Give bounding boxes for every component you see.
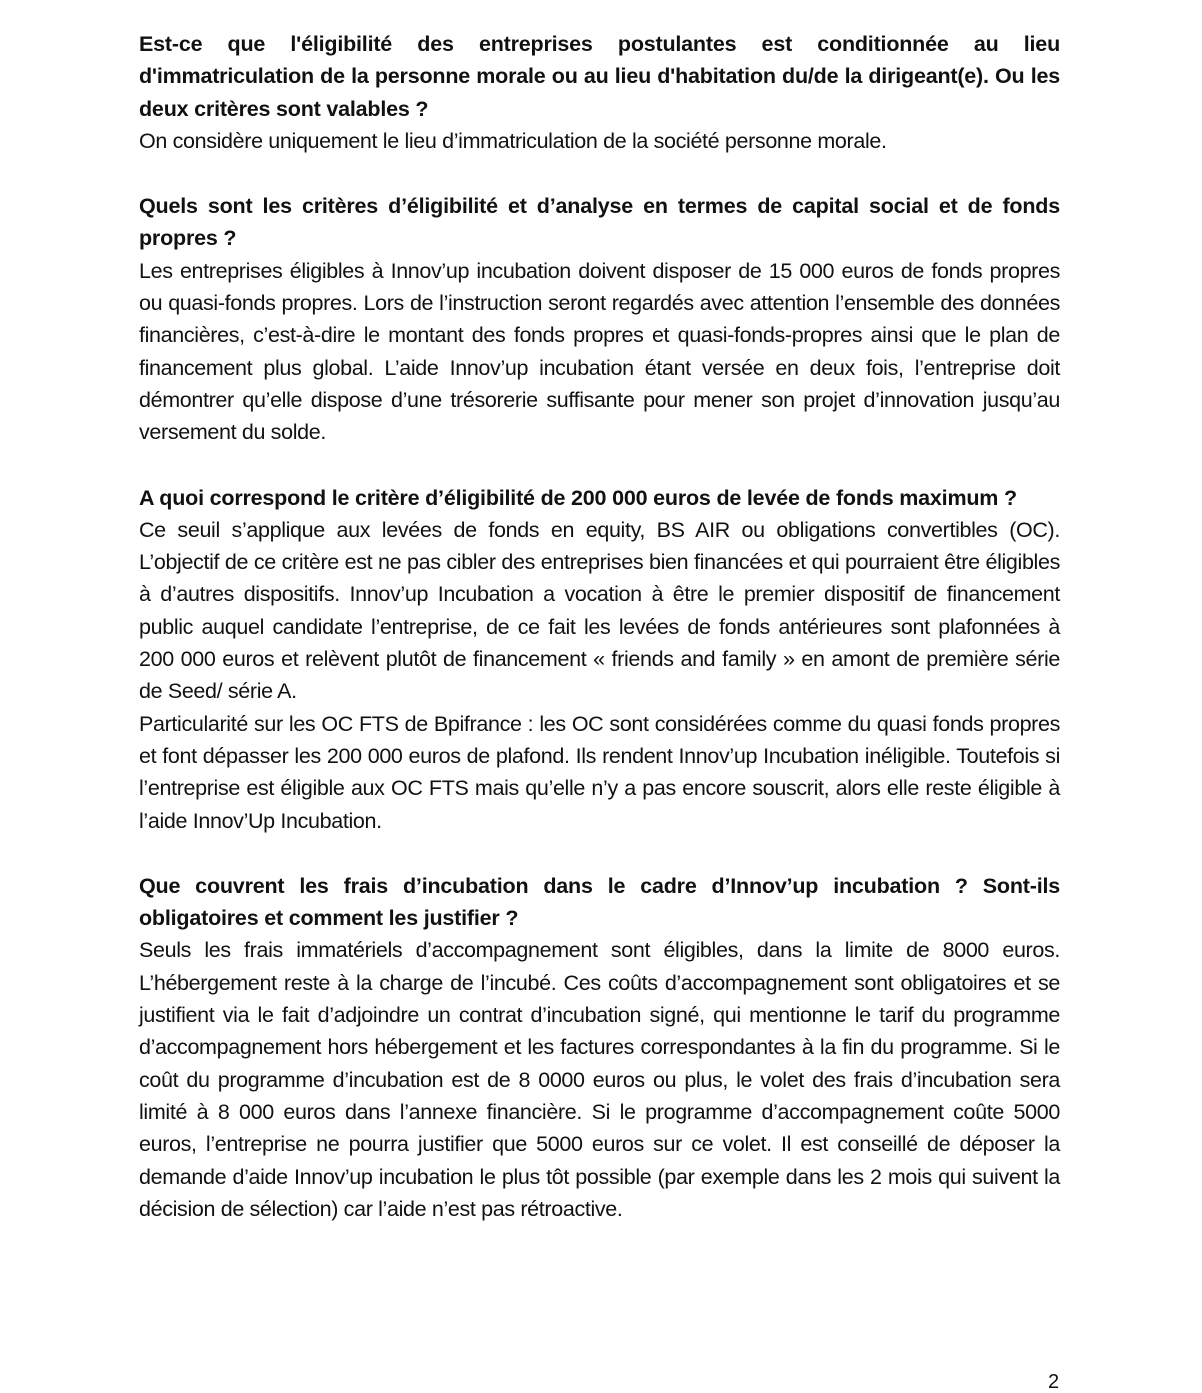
document-page [139, 28, 1060, 1258]
page-number: 2 [1048, 1371, 1060, 1393]
faq-answer-paragraph: On considère uniquement le lieu d’immatriculation de la société personne morale. [139, 128, 887, 153]
faq-answer-paragraph: Seuls les frais immatériels d’accompagnement sont éligibles, dans la limite de 8000 euros. L’hébergement reste à la charge de l’incubé. Ces coûts d’accompagnement sont obligatoires et se justifient via le fait d’adjoindre un contrat d’incubation signé, qui mentionne le tarif du programme d’accompagnement hors hébergement et les factures correspondantes à la fin du programme. Si le coût du programme d’incubation est de 8 0000 euros ou plus, le volet des frais d’incubation sera limité à 8 000 euros dans l’annexe financière. Si le programme d’accompagnement coûte 5000 euros, l’entreprise ne pourra justifier que 5000 euros sur ce volet. Il est conseillé de déposer la demande d’aide Innov’up incubation le plus tôt possible (par exemple dans les 2 mois qui suivent la décision de sélection) car l’aide n’est pas rétroactive. [139, 938, 1060, 1221]
faq-item-registration-location [139, 28, 1060, 157]
faq-answer-paragraph: Les entreprises éligibles à Innov’up incubation doivent disposer de 15 000 euros de fonds propres ou quasi-fonds propres. Lors de l’instruction seront regardés avec attention l’ensemble des données financières, c’est-à-dire le montant des fonds propres et quasi-fonds-propres ainsi que le plan de financement plus global. L’aide Innov’up incubation étant versée en deux fois, l’entreprise doit démontrer qu’elle dispose d’une trésorerie suffisante pour mener son projet d’innovation jusqu’au versement du solde. [139, 258, 1060, 445]
faq-item-capital-criteria [139, 190, 1060, 448]
faq-answer [139, 514, 1060, 837]
faq-answer-paragraph: Ce seuil s’applique aux levées de fonds en equity, BS AIR ou obligations convertibles (OC). L’objectif de ce critère est ne pas cibler des entreprises bien financées et qui pourraient être éligibles à d’autres dispositifs. Innov’up Incubation a vocation à être le premier dispositif de financement public auquel candidate l’entreprise, de ce fait les levées de fonds antérieures sont plafonnées à 200 000 euros et relèvent plutôt de financement « friends and family » en amont de première série de Seed/ série A. [139, 517, 1060, 704]
faq-answer [139, 125, 1060, 157]
faq-question: Quels sont les critères d’éligibilité et d’analyse en termes de capital social et de fonds propres ? [139, 194, 1060, 251]
faq-question: A quoi correspond le critère d’éligibilité de 200 000 euros de levée de fonds maximum ? [139, 485, 1017, 510]
faq-item-incubation-fees [139, 870, 1060, 1225]
faq-question: Est-ce que l'éligibilité des entreprises postulantes est conditionnée au lieu d'immatriculation de la personne morale ou au lieu d'habitation du/de la dirigeant(e). Ou les deux critères sont valables ? [139, 32, 1060, 121]
faq-item-fundraising-cap [139, 482, 1060, 837]
faq-answer-paragraph: Particularité sur les OC FTS de Bpifrance : les OC sont considérées comme du quasi fonds propres et font dépasser les 200 000 euros de plafond. Ils rendent Innov’up Incubation inéligible. Toutefois si l’entreprise est éligible aux OC FTS mais qu’elle n’y a pas encore souscrit, alors elle reste éligible à l’aide Innov’Up Incubation. [139, 711, 1060, 833]
faq-question: Que couvrent les frais d’incubation dans le cadre d’Innov’up incubation ? Sont-ils obligatoires et comment les justifier ? [139, 873, 1060, 931]
faq-answer [139, 255, 1060, 449]
faq-answer [139, 934, 1060, 1225]
